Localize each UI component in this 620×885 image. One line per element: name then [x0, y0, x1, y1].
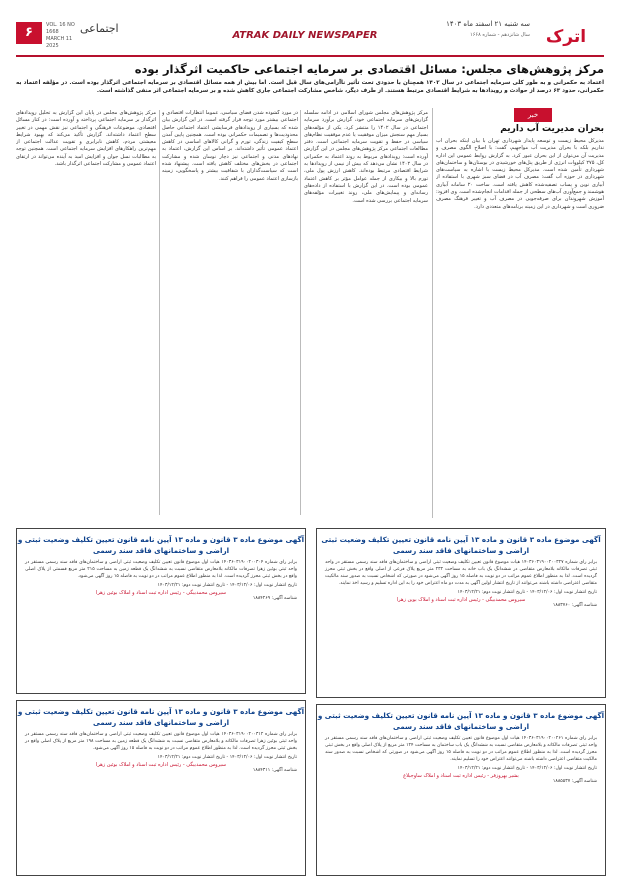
lead-paragraph: اعتماد به حکمرانی و به طور کلی سرمایه اجتماعی در سال ۱۴۰۲ همچنان با حدودی تحت تأثیر ناآرامی‌های سال قبل است. اما بیش از همه مسائل اقتصادی بر سرمایه اجتماعی اثرگذار بوده است. در مؤلفه اعتماد به حکمرانی، حدود ۶۳ درصد از حوادث و رویدادها به شرایط اقتصادی مرتبط هستند. از طرف دیگر، شاخص مشارکت اجتماعی جاری کاهش شده و بر سرمایه اجتماعی اثر منفی گذاشته است.: [16, 80, 604, 94]
notice-id: شناسه آگهی: ۱۸۸۴۳۱۱: [252, 768, 297, 773]
notice-title: آگهی موضوع ماده ۳ قانون و ماده ۱۳ آیین نامه قانون تعیین تکلیف وضعیت ثبتی و اراضی و ساختمانهای فاقد سند رسمی: [17, 707, 305, 727]
notice-body: برابر رای شماره ۱۴۰۳۶۰۳۱۹۰۰۲۰۰۲۶۱ هیات اول موضوع قانون تعیین تکلیف وضعیت ثبتی اراضی و ساختمان‌های فاقد سند رسمی مستقر در واحد ثبتی تصرفات مالکانه و بلامعارض متقاضی نسبت به ششدانگ یک باب ساختمان به مساحت ۱۲۴ متر مربع از پلاک اصلی واقع در بخش ثبتی محرز گردیده است. لذا به منظور اطلاع عموم مراتب در دو نوبت به فاصله ۱۵ روز آگهی می‌شود در صورتی که اشخاص نسبت به صدور سند مالکیت متقاضی اعتراضی داشته باشند می‌توانند اعتراض خود را تسلیم نمایند.: [325, 736, 598, 762]
notice-signature: سیروس محمدبیگی - رئیس اداره ثبت اسناد و املاک بوئین زهرا: [95, 762, 227, 768]
notice-body: برابر رای شماره ۱۴۰۳۶۰۳۱۹۰۰۲۰۰۳۰۴ هیات اول موضوع قانون تعیین تکلیف وضعیت ثبتی اراضی و ساختمان‌های فاقد سند رسمی مستقر در واحد ثبتی بوئین زهرا تصرفات مالکانه بلامعارض متقاضی نسبت به ششدانگ یک قطعه زمین به مساحت ۲۱۵ متر مربع قسمتی از پلاک اصلی واقع در بخش ثبتی محرز گردیده است. لذا به منظور اطلاع عموم مراتب در دو نوبت به فاصله ۱۵ روز آگهی می‌شود.: [25, 560, 298, 579]
notice-title: آگهی موضوع ماده ۳ قانون و ماده ۱۳ آیین نامه قانون تعیین تکلیف وضعیت ثبتی و اراضی و ساختمانهای فاقد سند رسمی: [317, 711, 605, 731]
notice-dates: تاریخ انتشار نوبت اول: ۱۴۰۳/۱۲/۰۶ - تاریخ انتشار نوبت دوم: ۱۴۰۳/۱۲/۲۱: [157, 583, 297, 588]
notice-id: شناسه آگهی: ۱۸۸۴۲۶۹: [252, 596, 297, 601]
legal-notice: [316, 704, 606, 876]
notice-signature: بشیر بهروزفر - رئیس اداره ثبت اسناد و املاک ساوجبلاغ: [403, 773, 519, 779]
notice-title: آگهی موضوع ماده ۳ قانون و ماده ۱۳ آیین نامه قانون تعیین تکلیف وضعیت ثبتی اراضی و ساختمانهای فاقد سند رسمی: [321, 535, 601, 555]
sidebar-body: مدیرکل محیط زیست و توسعه پایدار شهرداری تهران با بیان اینکه بحران آب نداریم بلکه با بحران مدیریت آب مواجهیم، گفت: با اصلاح الگوی مصرف و مدیریت آن می‌توان از این بحران عبور کرد. به گزارش روابط عمومی این اداره کل، ۲۷۵ کیلووات انرژی از طریق پنل‌های خورشیدی در بوستان‌ها و ساختمان‌های شهرداری تأمین شده است. مدیرکل محیط زیست با اشاره به سیاست‌های شهرداری در حوزه آب گفت: مصرف آب در فضای سبز شهری با استفاده از آبیاری نوین و پساب تصفیه‌شده کاهش یافته است. ساخت ۲۰ سامانه آبیاری هوشمند و جمع‌آوری آب‌های سطحی از جمله اقدامات انجام‌شده است. وی افزود: آموزش شهروندان برای صرفه‌جویی در مصرف آب و تغییر فرهنگ مصرف ضروری است و شهرداری در این زمینه برنامه‌های متعددی دارد.: [436, 138, 604, 210]
sidebar-divider: [432, 108, 433, 518]
sidebar-title: بحران مدیریت آب داریم: [500, 124, 604, 134]
english-title: ATRAK DAILY NEWSPAPER: [232, 30, 378, 41]
notice-dates: تاریخ انتشار نوبت اول: ۱۴۰۳/۱۲/۰۶ - تاریخ انتشار نوبت دوم: ۱۴۰۳/۱۲/۲۱: [457, 590, 597, 595]
news-badge: خبر: [514, 108, 552, 122]
persian-subdate: سال شانزدهم - شماره ۱۶۶۸: [470, 32, 530, 38]
main-headline: مرکز پژوهش‌های مجلس: مسائل اقتصادی بر سرمایه اجتماعی حاکمیت اثرگذار بوده: [134, 62, 604, 76]
column-divider: [159, 110, 160, 515]
notice-dates: تاریخ انتشار نوبت اول: ۱۴۰۳/۱۲/۰۶ - تاریخ انتشار نوبت دوم: ۱۴۰۳/۱۲/۲۱: [157, 755, 297, 760]
notice-id: شناسه آگهی: ۱۸۸۵۵۳۷: [552, 779, 597, 784]
persian-date: سه شنبه ۲۱ اسفند ماه ۱۴۰۳: [446, 20, 530, 28]
column-divider: [300, 110, 301, 515]
notice-id: شناسه آگهی: ۱۸۸۳۷۶۰: [552, 603, 597, 608]
legal-notice: [16, 528, 306, 694]
volume-number: VOL. 16 NO 1668: [46, 22, 75, 35]
header-rule: [16, 55, 604, 57]
logo-text: اترک: [545, 27, 587, 47]
notice-signature: سیروس محمدبیگی - رئیس اداره ثبت اسناد و املاک بوئین زهرا: [95, 590, 227, 596]
notice-title: آگهی موضوع ماده ۳ قانون و ماده ۱۳ آیین نامه قانون تعیین تکلیف وضعیت ثبتی و اراضی و ساختمانهای فاقد سند رسمی: [17, 535, 305, 555]
notice-body: برابر رای شماره ۱۴۰۳۶۰۳۱۹۰۰۲۰۰۳۲۷ هیات موضوع قانون تعیین تکلیف وضعیت ثبتی اراضی و ساختمان‌های فاقد سند رسمی مستقر در واحد ثبتی تصرفات مالکانه بلامعارض متقاضی در ششدانگ یک باب خانه به مساحت ۲۳۲ متر مربع پلاک فرعی از اصلی واقع در بخش ثبتی محرز گردیده است. لذا به منظور اطلاع عموم مراتب در دو نوبت به فاصله ۱۵ روز آگهی می‌شود در صورتی که اشخاص نسبت به صدور سند مالکیت متقاضی اعتراضی داشته باشند می‌توانند از تاریخ انتشار اولین آگهی به مدت دو ماه اعتراض خود را به این اداره تسلیم و رسید اخذ نمایند.: [325, 560, 597, 586]
article-column-3: مرکز پژوهش‌های مجلس در پایان این گزارش به تحلیل رویدادهای اثرگذار بر سرمایه اجتماعی پرداخته و آورده است: در کنار مسائل اقتصادی، موضوعات فرهنگی و اجتماعی نیز نقش مهمی در تغییر سطح اعتماد داشته‌اند. گزارش تأکید می‌کند که بهبود شرایط معیشتی مردم، کاهش نابرابری و تقویت عدالت اجتماعی از مهم‌ترین راهکارهای افزایش سرمایه اجتماعی است. همچنین توجه به مطالبات نسل جوان و افزایش امید به آینده می‌تواند در ارتقای اعتماد عمومی و مشارکت اجتماعی اثرگذار باشد.: [16, 110, 156, 168]
article-column-1: مرکز پژوهش‌های مجلس شورای اسلامی در ادامه سلسله گزارش‌های سرمایه اجتماعی خود، گزارش برآورد سرمایه اجتماعی در سال ۱۴۰۲ را منتشر کرد. یکی از مؤلفه‌های بسیار مهم سنجش میزان موفقیت یا عدم موفقیت نظام‌های سیاسی در حفظ و تقویت سرمایه اجتماعی است. دفتر مطالعات اجتماعی مرکز پژوهش‌های مجلس در این گزارش آورده است: رویدادهای مربوط به روند اعتماد به حکمرانی در سال ۱۴۰۲ نشان می‌دهد که بیش از نیمی از رویدادها به شرایط اقتصادی مرتبط بوده‌اند. کاهش ارزش پول ملی، تورم بالا و بیکاری از جمله عوامل مؤثر بر کاهش اعتماد عمومی بوده است. در این گزارش با استفاده از داده‌های رسانه‌ای و پیمایش‌های ملی، روند تغییرات مؤلفه‌های سرمایه اجتماعی بررسی شده است.: [304, 110, 428, 204]
notice-dates: تاریخ انتشار نوبت اول: ۱۴۰۳/۱۲/۰۶ - تاریخ انتشار نوبت دوم: ۱۴۰۳/۱۲/۲۱: [457, 766, 597, 771]
issue-date-en: MARCH 11 2025: [46, 36, 73, 49]
page-number: ۶: [16, 22, 42, 44]
article-column-2: در مورد گشوده شدن فضای سیاسی، عموماً انتظارات اقتصادی و اجتماعی بیشتر مورد توجه قرار گرفته است. در این گزارش بیان شده که بسیاری از رویدادهای فرسایشی اعتماد اجتماعی حاصل محدودیت‌ها و تصمیمات حکمرانی بوده است. همچنین پایین آمدن سطح کیفیت زندگی، تورم و گرانی کالاهای اساسی در کاهش اعتماد عمومی تأثیر داشته‌اند. بر اساس این گزارش، اعتماد به نهادهای مدنی و اجتماعی نیز دچار نوسان شده و مشارکت اجتماعی در بخش‌های مختلف کاهش یافته است. پیشنهاد شده است که سیاست‌گذاران با شفافیت بیشتر و پاسخگویی، زمینه بازسازی اعتماد عمومی را فراهم کنند.: [162, 110, 298, 182]
notice-signature: سیروس محمدبیگی - رئیس اداره ثبت اسناد و املاک بوین زهرا: [396, 597, 526, 603]
newspaper-logo: [538, 18, 594, 52]
notice-body: برابر رای شماره ۱۴۰۳۶۰۳۱۹۰۰۲۰۰۳۱۲ هیات اول موضوع قانون تعیین تکلیف وضعیت ثبتی اراضی و ساختمان‌های فاقد سند رسمی مستقر در واحد ثبتی بوئین زهرا تصرفات مالکانه و بلامعارض متقاضی نسبت به ششدانگ یک قطعه زمین به مساحت ۱۹۸ متر مربع از پلاک اصلی واقع در بخش ثبتی محرز گردیده است. لذا به منظور اطلاع عموم مراتب در دو نوبت به فاصله ۱۵ روز آگهی می‌شود.: [25, 732, 298, 751]
legal-notice: [16, 700, 306, 876]
section-label: اجتماعی: [80, 22, 119, 35]
legal-notice: [316, 528, 606, 698]
